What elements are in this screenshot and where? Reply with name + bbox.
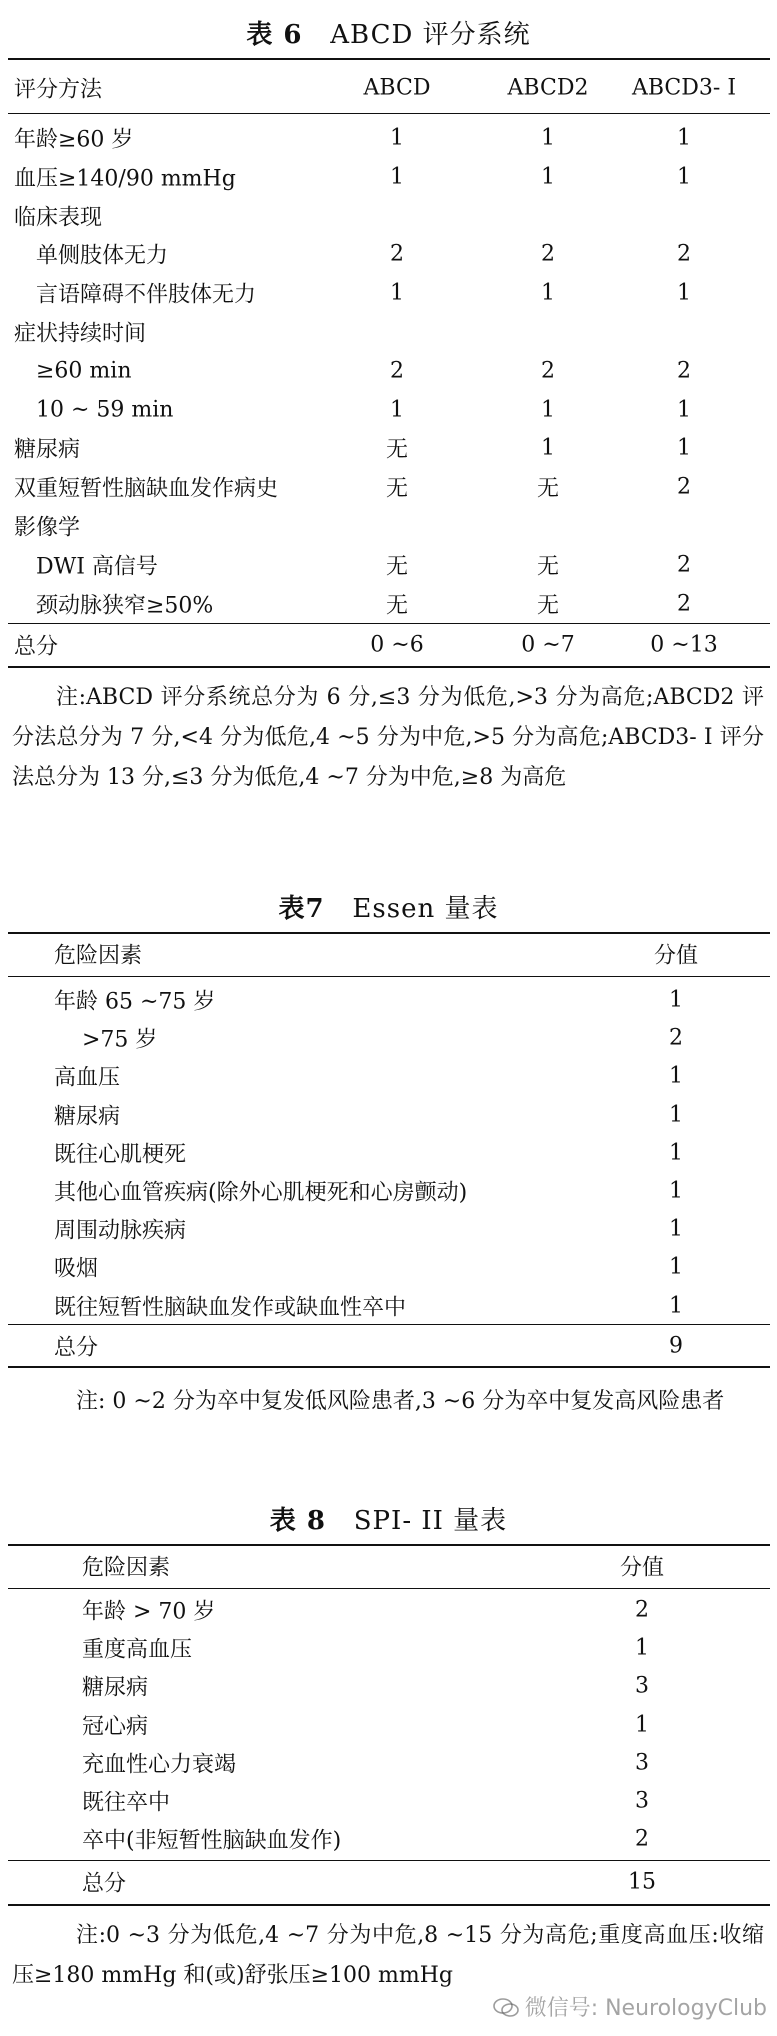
table6-row-value: 1 <box>541 164 555 190</box>
table7-row-label: >75 岁 <box>82 1027 158 1053</box>
table7-row-value: 1 <box>669 1216 683 1242</box>
table7-total-rule <box>8 1324 770 1325</box>
table7-row <box>0 1018 777 1058</box>
table6-row <box>0 428 777 468</box>
table6-row <box>0 506 777 546</box>
table8-row-label: 既往卒中 <box>82 1790 171 1816</box>
table7-row <box>0 980 777 1020</box>
table8-bottom-rule <box>8 1904 770 1906</box>
table8-header-rule <box>8 1588 770 1589</box>
table6-row-label: 影像学 <box>14 515 81 541</box>
table6-row-value: 2 <box>677 552 691 578</box>
table7-row-value: 1 <box>669 1063 683 1089</box>
table6-header-row <box>0 68 777 108</box>
table6-row <box>0 390 777 430</box>
table6-title <box>0 14 777 51</box>
table6-row-value: 1 <box>677 280 691 306</box>
table7-title-text: Essen 量表 <box>352 894 499 924</box>
table7-row <box>0 1209 777 1249</box>
table6-title-text: ABCD 评分系统 <box>330 20 531 50</box>
table7-row-label: 周围动脉疾病 <box>54 1218 187 1244</box>
table8-row-label: 卒中(非短暂性脑缺血发作) <box>82 1828 342 1854</box>
table7-row-value: 1 <box>669 1178 683 1204</box>
table7-header-rule <box>8 976 770 977</box>
table6-total-abcd2: 0 ~7 <box>521 632 575 658</box>
table8-row-value: 2 <box>635 1597 649 1623</box>
table8-row <box>0 1819 777 1859</box>
table6-row-value: 无 <box>385 437 409 463</box>
table8-row <box>0 1705 777 1745</box>
table8-total-label: 总分 <box>82 1871 127 1897</box>
table6-row-label: 症状持续时间 <box>14 321 147 347</box>
table7-bottom-rule <box>8 1366 770 1368</box>
table7-row-label: 既往短暂性脑缺血发作或缺血性卒中 <box>54 1295 407 1321</box>
table8-row-value: 3 <box>635 1788 649 1814</box>
table8-row <box>0 1666 777 1706</box>
table8-title <box>0 1500 777 1537</box>
table6-row-value: 1 <box>541 397 555 423</box>
table6-row-value: 2 <box>541 358 555 384</box>
table8-total-rule <box>8 1860 770 1861</box>
table6-header-abcd3: ABCD3- I <box>631 75 737 101</box>
table7-row <box>0 1247 777 1287</box>
table6-row-value: 1 <box>677 435 691 461</box>
table7-header-score: 分值 <box>653 943 699 969</box>
table7-row <box>0 1286 777 1326</box>
table6-top-rule <box>8 58 770 60</box>
table6-header-rule <box>8 113 770 114</box>
table6-total-label: 总分 <box>14 634 59 660</box>
table6-row <box>0 234 777 274</box>
table6-row-value: 1 <box>677 164 691 190</box>
table6-row <box>0 351 777 391</box>
table7-row-label: 其他心血管疾病(除外心肌梗死和心房颤动) <box>54 1180 468 1206</box>
table6-row-value: 无 <box>385 554 409 580</box>
table6-row-value: 2 <box>390 241 404 267</box>
table8-row <box>0 1628 777 1668</box>
table6-row-value: 2 <box>390 358 404 384</box>
table7-row-value: 2 <box>669 1025 683 1051</box>
table6-row <box>0 273 777 313</box>
table8-header-score: 分值 <box>619 1555 665 1581</box>
table6-row-value: 1 <box>677 397 691 423</box>
table6-row <box>0 312 777 352</box>
table6-total-row <box>0 625 777 665</box>
table8-row-value: 3 <box>635 1750 649 1776</box>
table6-row-value: 2 <box>677 474 691 500</box>
table7-title <box>0 888 777 925</box>
table7-row-value: 1 <box>669 987 683 1013</box>
table7-row-label: 既往心肌梗死 <box>54 1142 187 1168</box>
table6-row-label: 血压≥140/90 mmHg <box>14 166 236 192</box>
table6-total-abcd3: 0 ~13 <box>650 632 718 658</box>
table6-bottom-rule <box>8 666 770 668</box>
table6-total-abcd: 0 ~6 <box>370 632 424 658</box>
table8-note: 注:0 ~3 分为低危,4 ~7 分为中危,8 ~15 分为高危;重度高血压:收缩压≥180 mmHg 和(或)舒张压≥100 mmHg <box>12 1923 764 1988</box>
table6-row-label: 颈动脉狭窄≥50% <box>36 593 214 619</box>
watermark-text: 微信号: NeurologyClub <box>524 1996 767 2021</box>
table6-row <box>0 467 777 507</box>
table6-note: 注:ABCD 评分系统总分为 6 分,≤3 分为低危,>3 分为高危;ABCD2 评分法总分为 7 分,<4 分为低危,4 ~5 分为中危,>5 分为高危;ABCD3- I 评分法总分为 13 分,≤3 分为低危,4 ~7 分为中危,≥8 为高危 <box>12 685 764 790</box>
table8-header-factor: 危险因素 <box>82 1555 171 1581</box>
table6-row <box>0 118 777 158</box>
table7-row-label: 吸烟 <box>54 1256 99 1282</box>
wechat-icon <box>493 1998 519 2018</box>
table6-row-label: DWI 高信号 <box>36 554 158 580</box>
table8-row <box>0 1743 777 1783</box>
table7-row <box>0 1095 777 1135</box>
table6-row-value: 1 <box>390 280 404 306</box>
table7-row <box>0 1133 777 1173</box>
table8-total-score: 15 <box>628 1869 656 1895</box>
table7-row-value: 1 <box>669 1293 683 1319</box>
table6-header-abcd2: ABCD2 <box>507 75 589 101</box>
table6-header-method: 评分方法 <box>14 77 103 103</box>
table6-row <box>0 545 777 585</box>
table6-title-number: 表 6 <box>246 20 303 50</box>
table7-total-score: 9 <box>669 1333 683 1359</box>
table7-row <box>0 1056 777 1096</box>
table7-total-label: 总分 <box>54 1335 99 1361</box>
table8-row-label: 糖尿病 <box>82 1675 149 1701</box>
table6-row <box>0 584 777 624</box>
table6-row-label: 10 ~ 59 min <box>36 397 174 423</box>
table6-row-label: ≥60 min <box>36 358 132 384</box>
table6-row-label: 年龄≥60 岁 <box>14 127 134 153</box>
table6-row-value: 1 <box>390 397 404 423</box>
table7-row-label: 年龄 65 ~75 岁 <box>54 989 216 1015</box>
table6-row-value: 无 <box>385 593 409 619</box>
table6-row-value: 1 <box>390 164 404 190</box>
table7-row-label: 糖尿病 <box>54 1104 121 1130</box>
table8-row-label: 年龄 > 70 岁 <box>82 1599 216 1625</box>
table6-row-value: 2 <box>677 241 691 267</box>
table6-row <box>0 157 777 197</box>
table8-header-row <box>0 1546 777 1586</box>
table6-header-abcd: ABCD <box>363 75 431 101</box>
table6-row-label: 双重短暂性脑缺血发作病史 <box>14 476 279 502</box>
table7-note: 注: 0 ~2 分为卒中复发低风险患者,3 ~6 分为卒中复发高风险患者 <box>76 1389 725 1414</box>
table6-row <box>0 196 777 236</box>
table8-row <box>0 1590 777 1630</box>
table8-title-text: SPI- II 量表 <box>353 1506 508 1536</box>
table7-row-value: 1 <box>669 1140 683 1166</box>
table6-row-label: 单侧肢体无力 <box>36 243 169 269</box>
table6-row-value: 无 <box>385 476 409 502</box>
table8-row-label: 重度高血压 <box>82 1637 193 1663</box>
table8-row-value: 1 <box>635 1712 649 1738</box>
table6-row-value: 1 <box>390 125 404 151</box>
table7-title-number: 表7 <box>278 894 325 924</box>
table6-row-value: 1 <box>541 125 555 151</box>
table7-row-label: 高血压 <box>54 1065 121 1091</box>
table6-row-value: 2 <box>677 591 691 617</box>
table6-row-label: 临床表现 <box>14 205 103 231</box>
table8-row <box>0 1781 777 1821</box>
table8-row-value: 3 <box>635 1673 649 1699</box>
table8-title-number: 表 8 <box>269 1506 326 1536</box>
table6-row-value: 1 <box>677 125 691 151</box>
table6-row-label: 言语障碍不伴肢体无力 <box>36 282 257 308</box>
table8-row-value: 1 <box>635 1635 649 1661</box>
table8-row-label: 充血性心力衰竭 <box>82 1752 237 1778</box>
table6-row-value: 1 <box>541 280 555 306</box>
table8-row-label: 冠心病 <box>82 1714 149 1740</box>
table8-row-value: 2 <box>635 1826 649 1852</box>
table6-total-rule <box>8 623 770 624</box>
table6-row-value: 1 <box>541 435 555 461</box>
table7-total-row <box>0 1326 777 1366</box>
table7-header-factor: 危险因素 <box>54 943 143 969</box>
table7-row-value: 1 <box>669 1254 683 1280</box>
table6-row-label: 糖尿病 <box>14 437 81 463</box>
table8-total-row <box>0 1862 777 1902</box>
table6-row-value: 2 <box>677 358 691 384</box>
table6-row-value: 无 <box>536 554 560 580</box>
table6-row-value: 无 <box>536 593 560 619</box>
table7-row <box>0 1171 777 1211</box>
wechat-watermark <box>493 1991 767 2022</box>
table7-header-row <box>0 934 777 974</box>
table6-row-value: 2 <box>541 241 555 267</box>
table7-row-value: 1 <box>669 1102 683 1128</box>
table6-row-value: 无 <box>536 476 560 502</box>
